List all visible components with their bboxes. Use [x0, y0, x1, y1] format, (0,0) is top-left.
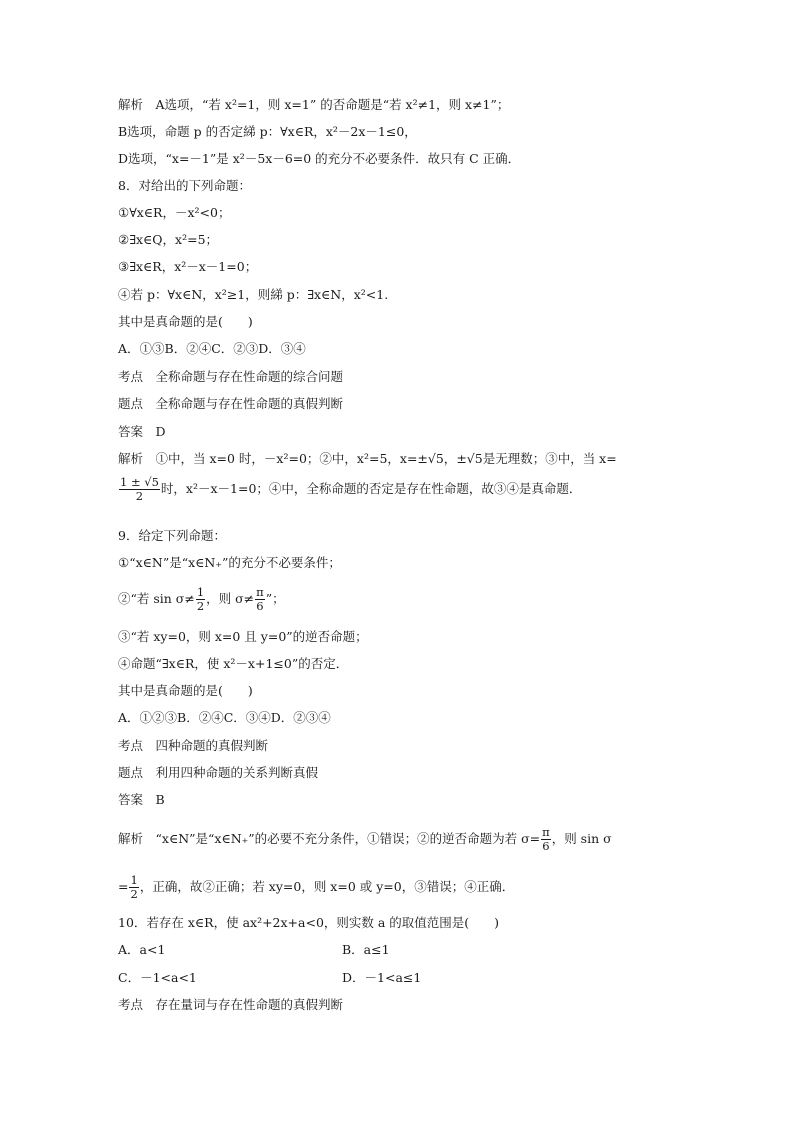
question-9-item-2: ②“若 sin σ≠ $\frac{1}{2}$ ，则 σ≠ $\frac{\pi}{6}$ ”；	[118, 585, 285, 613]
solution-line-1: 解析 A选项，“若 x²=1，则 x=1” 的否命题是“若 x²≠1，则 x≠1”；	[118, 97, 510, 112]
solution-line-3: D选项，“x=－1”是 x²－5x－6=0 的充分不必要条件．故只有 C 正确．	[118, 151, 521, 166]
fraction: $\frac{\pi}{6}$	[542, 825, 550, 853]
question-8-subtopic: 题点 全称命题与存在性命题的真假判断	[118, 396, 344, 411]
question-9-stem: 9．给定下列命题：	[118, 528, 226, 543]
fraction: $\frac{\pi}{6}$	[256, 585, 264, 613]
question-8-ask: 其中是真命题的是( )	[118, 314, 253, 329]
question-8-solution-line-1: 解析 ①中，当 x=0 时，－x²=0；②中，x²=5，x=±√5，±√5是无理数；③中，当 x=	[118, 451, 617, 466]
question-9-ask: 其中是真命题的是( )	[118, 683, 253, 698]
question-10-stem: 10．若存在 x∈R，使 ax²+2x+a<0，则实数 a 的取值范围是( )	[118, 915, 500, 930]
fraction: $\frac{1}{2}$	[130, 873, 138, 901]
question-9-options: A．①②③B．②④C．③④D．②③④	[118, 710, 331, 725]
question-9-solution-line-1: 解析 “x∈N”是“x∈N₊”的必要不充分条件，①错误；②的逆否命题为若 σ= $\frac{\pi}{6}$ ，则 sin σ	[118, 825, 612, 853]
fraction: $\frac{1 \pm √5}{2}$	[120, 475, 159, 503]
question-9-item-3: ③“若 xy=0，则 x=0 且 y=0”的逆否命题；	[118, 629, 368, 644]
question-10-option-c: C．－1<a<1	[118, 970, 197, 985]
question-8-item-2: ②∃x∈Q，x²=5；	[118, 232, 219, 247]
question-8-item-4: ④若 p：∀x∈N，x²≥1，则綈 p：∃x∈N，x²<1.	[118, 287, 389, 302]
question-8-options: A．①③B．②④C．②③D．③④	[118, 341, 306, 356]
question-8-solution-line-2: $\frac{1 \pm √5}{2}$ 时，x²－x－1=0；④中，全称命题的否定是存在性命题，故③④是真命题．	[120, 475, 582, 503]
fraction: $\frac{1}{2}$	[196, 585, 205, 613]
question-10-option-b: B．a≤1	[342, 942, 390, 957]
question-9-answer: 答案 B	[118, 792, 165, 807]
solution-line-2: B选项，命题 p 的否定綈 p：∀x∈R，x²－2x－1≤0，	[118, 124, 417, 139]
question-8-topic: 考点 全称命题与存在性命题的综合问题	[118, 369, 344, 384]
question-9-solution-line-2: = $\frac{1}{2}$ ，正确，故②正确；若 xy=0，则 x=0 或 y=0，③错误；④正确．	[118, 873, 515, 901]
question-9-item-1: ①“x∈N”是“x∈N₊”的充分不必要条件；	[118, 555, 341, 570]
question-8-item-3: ③∃x∈R，x²－x－1=0；	[118, 259, 258, 274]
question-9-topic: 考点 四种命题的真假判断	[118, 738, 269, 753]
question-10-option-a: A．a<1	[118, 942, 166, 957]
question-9-subtopic: 题点 利用四种命题的关系判断真假	[118, 765, 319, 780]
question-8-item-1: ①∀x∈R，－x²<0；	[118, 205, 231, 220]
question-8-stem: 8．对给出的下列命题：	[118, 178, 251, 193]
question-9-item-4: ④命题“∃x∈R，使 x²－x+1≤0”的否定．	[118, 656, 349, 671]
question-8-answer: 答案 D	[118, 424, 166, 439]
question-10-topic: 考点 存在量词与存在性命题的真假判断	[118, 997, 344, 1012]
question-10-option-d: D．－1<a≤1	[342, 970, 422, 985]
